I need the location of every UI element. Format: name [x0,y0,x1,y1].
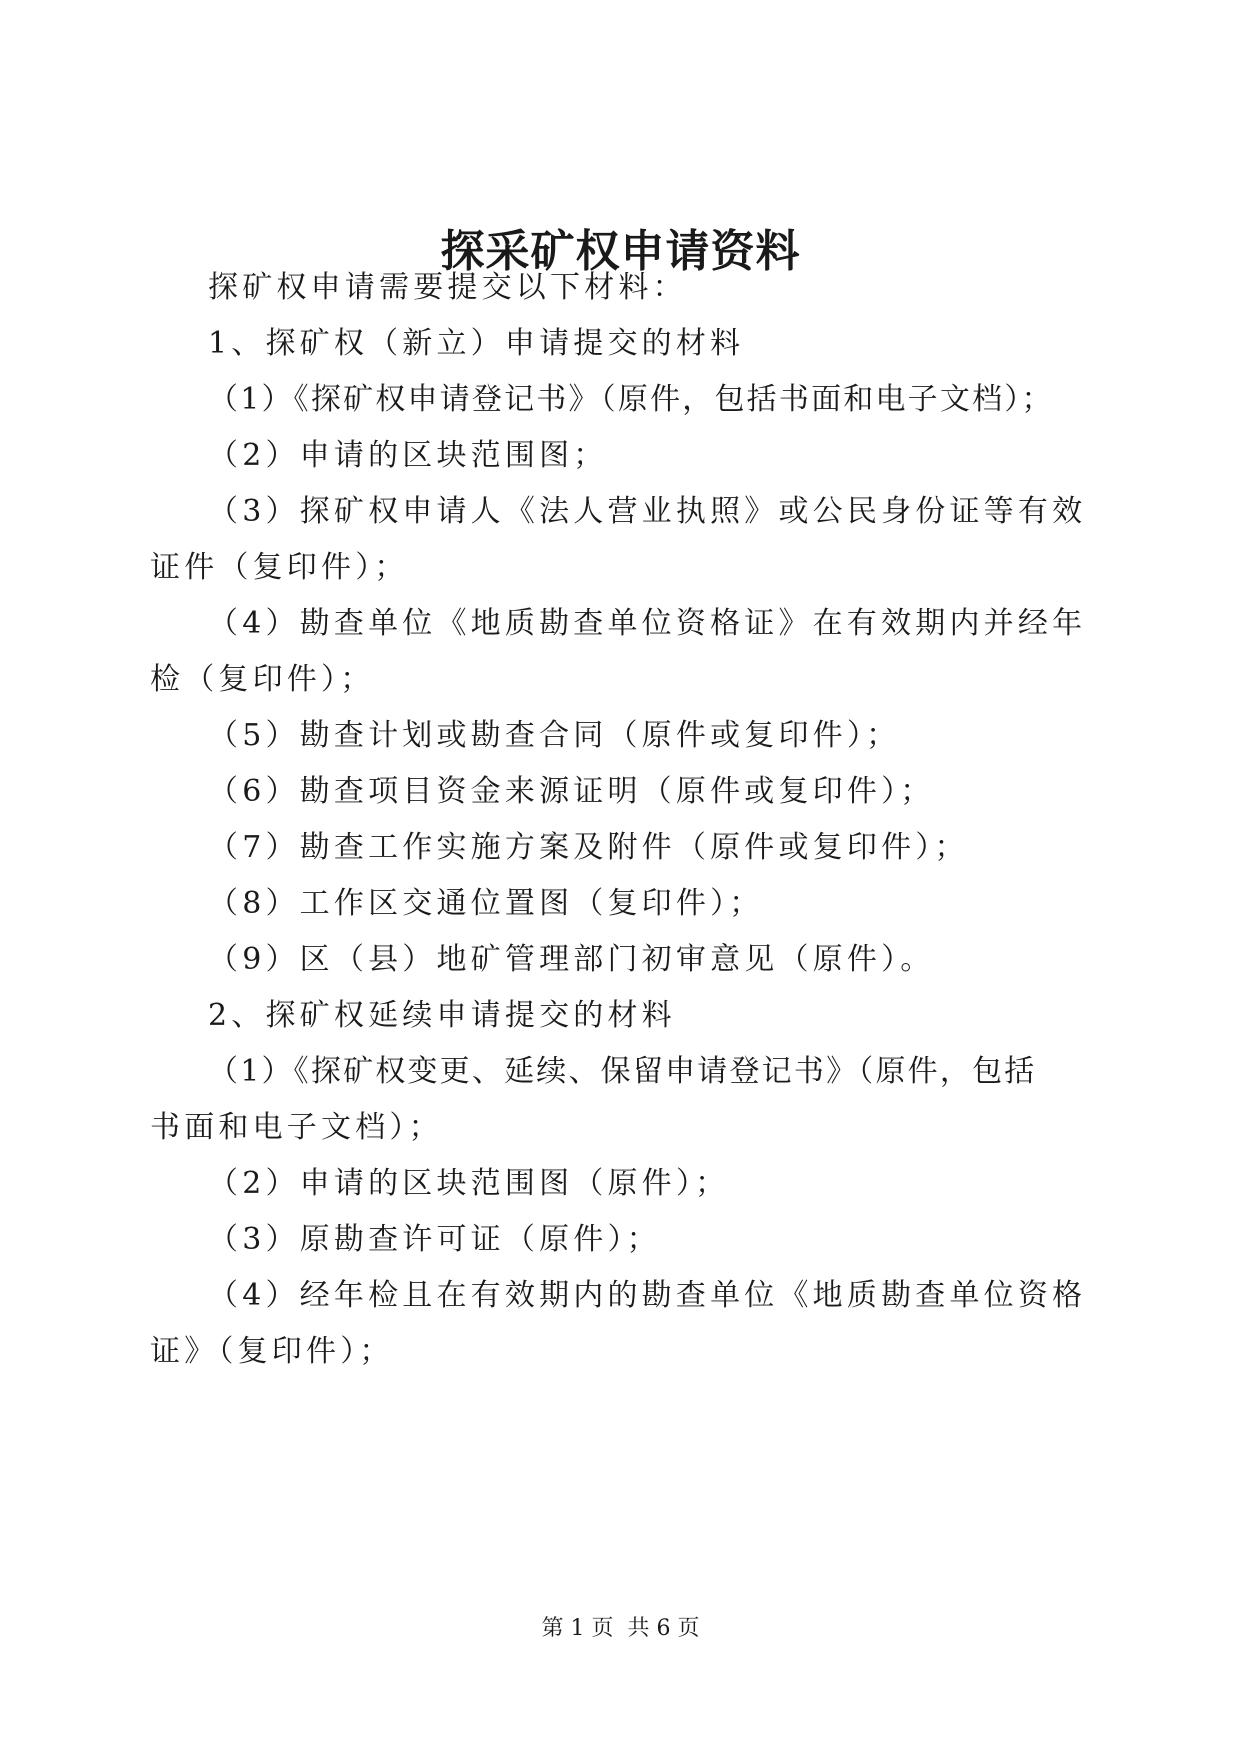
list-item: （7）勘查工作实施方案及附件（原件或复印件）； [208,830,969,865]
list-item: （8）工作区交通位置图（复印件）； [208,886,764,921]
list-item: （3）原勘查许可证（原件）； [208,1222,661,1257]
list-item: （6）勘查项目资金来源证明（原件或复印件）； [208,774,935,809]
page-total: 共 6 页 [627,1616,700,1641]
list-item: （9）区（县）地矿管理部门初审意见（原件）。 [208,942,935,977]
list-item-continuation: 证件（复印件）； [150,550,409,585]
list-item: （4）勘查单位《地质勘查单位资格证》在有效期内并经年 [208,606,1087,641]
section-heading-2: 2、探矿权延续申请提交的材料 [208,998,676,1033]
list-item: （1）《探矿权变更、延续、保留申请登记书》（原件，包括 [208,1054,1037,1089]
list-item-continuation: 书面和电子文档）； [150,1110,443,1145]
intro-line: 探矿权申请需要提交以下材料： [208,270,687,305]
section-heading-1: 1、探矿权（新立）申请提交的材料 [208,326,745,361]
list-item-continuation: 检（复印件）； [150,662,375,697]
list-item: （2）申请的区块范围图（原件）； [208,1166,730,1201]
document-title: 探采矿权申请资料 [440,226,801,277]
list-item: （5）勘查计划或勘查合同（原件或复印件）； [208,718,901,753]
list-item: （2）申请的区块范围图； [208,438,608,473]
list-item: （3）探矿权申请人《法人营业执照》或公民身份证等有效 [208,494,1087,529]
list-item: （1）《探矿权申请登记书》（原件，包括书面和电子文档）； [208,382,1054,417]
list-item-continuation: 证》（复印件）； [150,1334,394,1369]
list-item: （4）经年检且在有效期内的勘查单位《地质勘查单位资格 [208,1278,1087,1313]
page-number: 第 1 页 [541,1616,614,1641]
page-footer [0,1614,1241,1644]
